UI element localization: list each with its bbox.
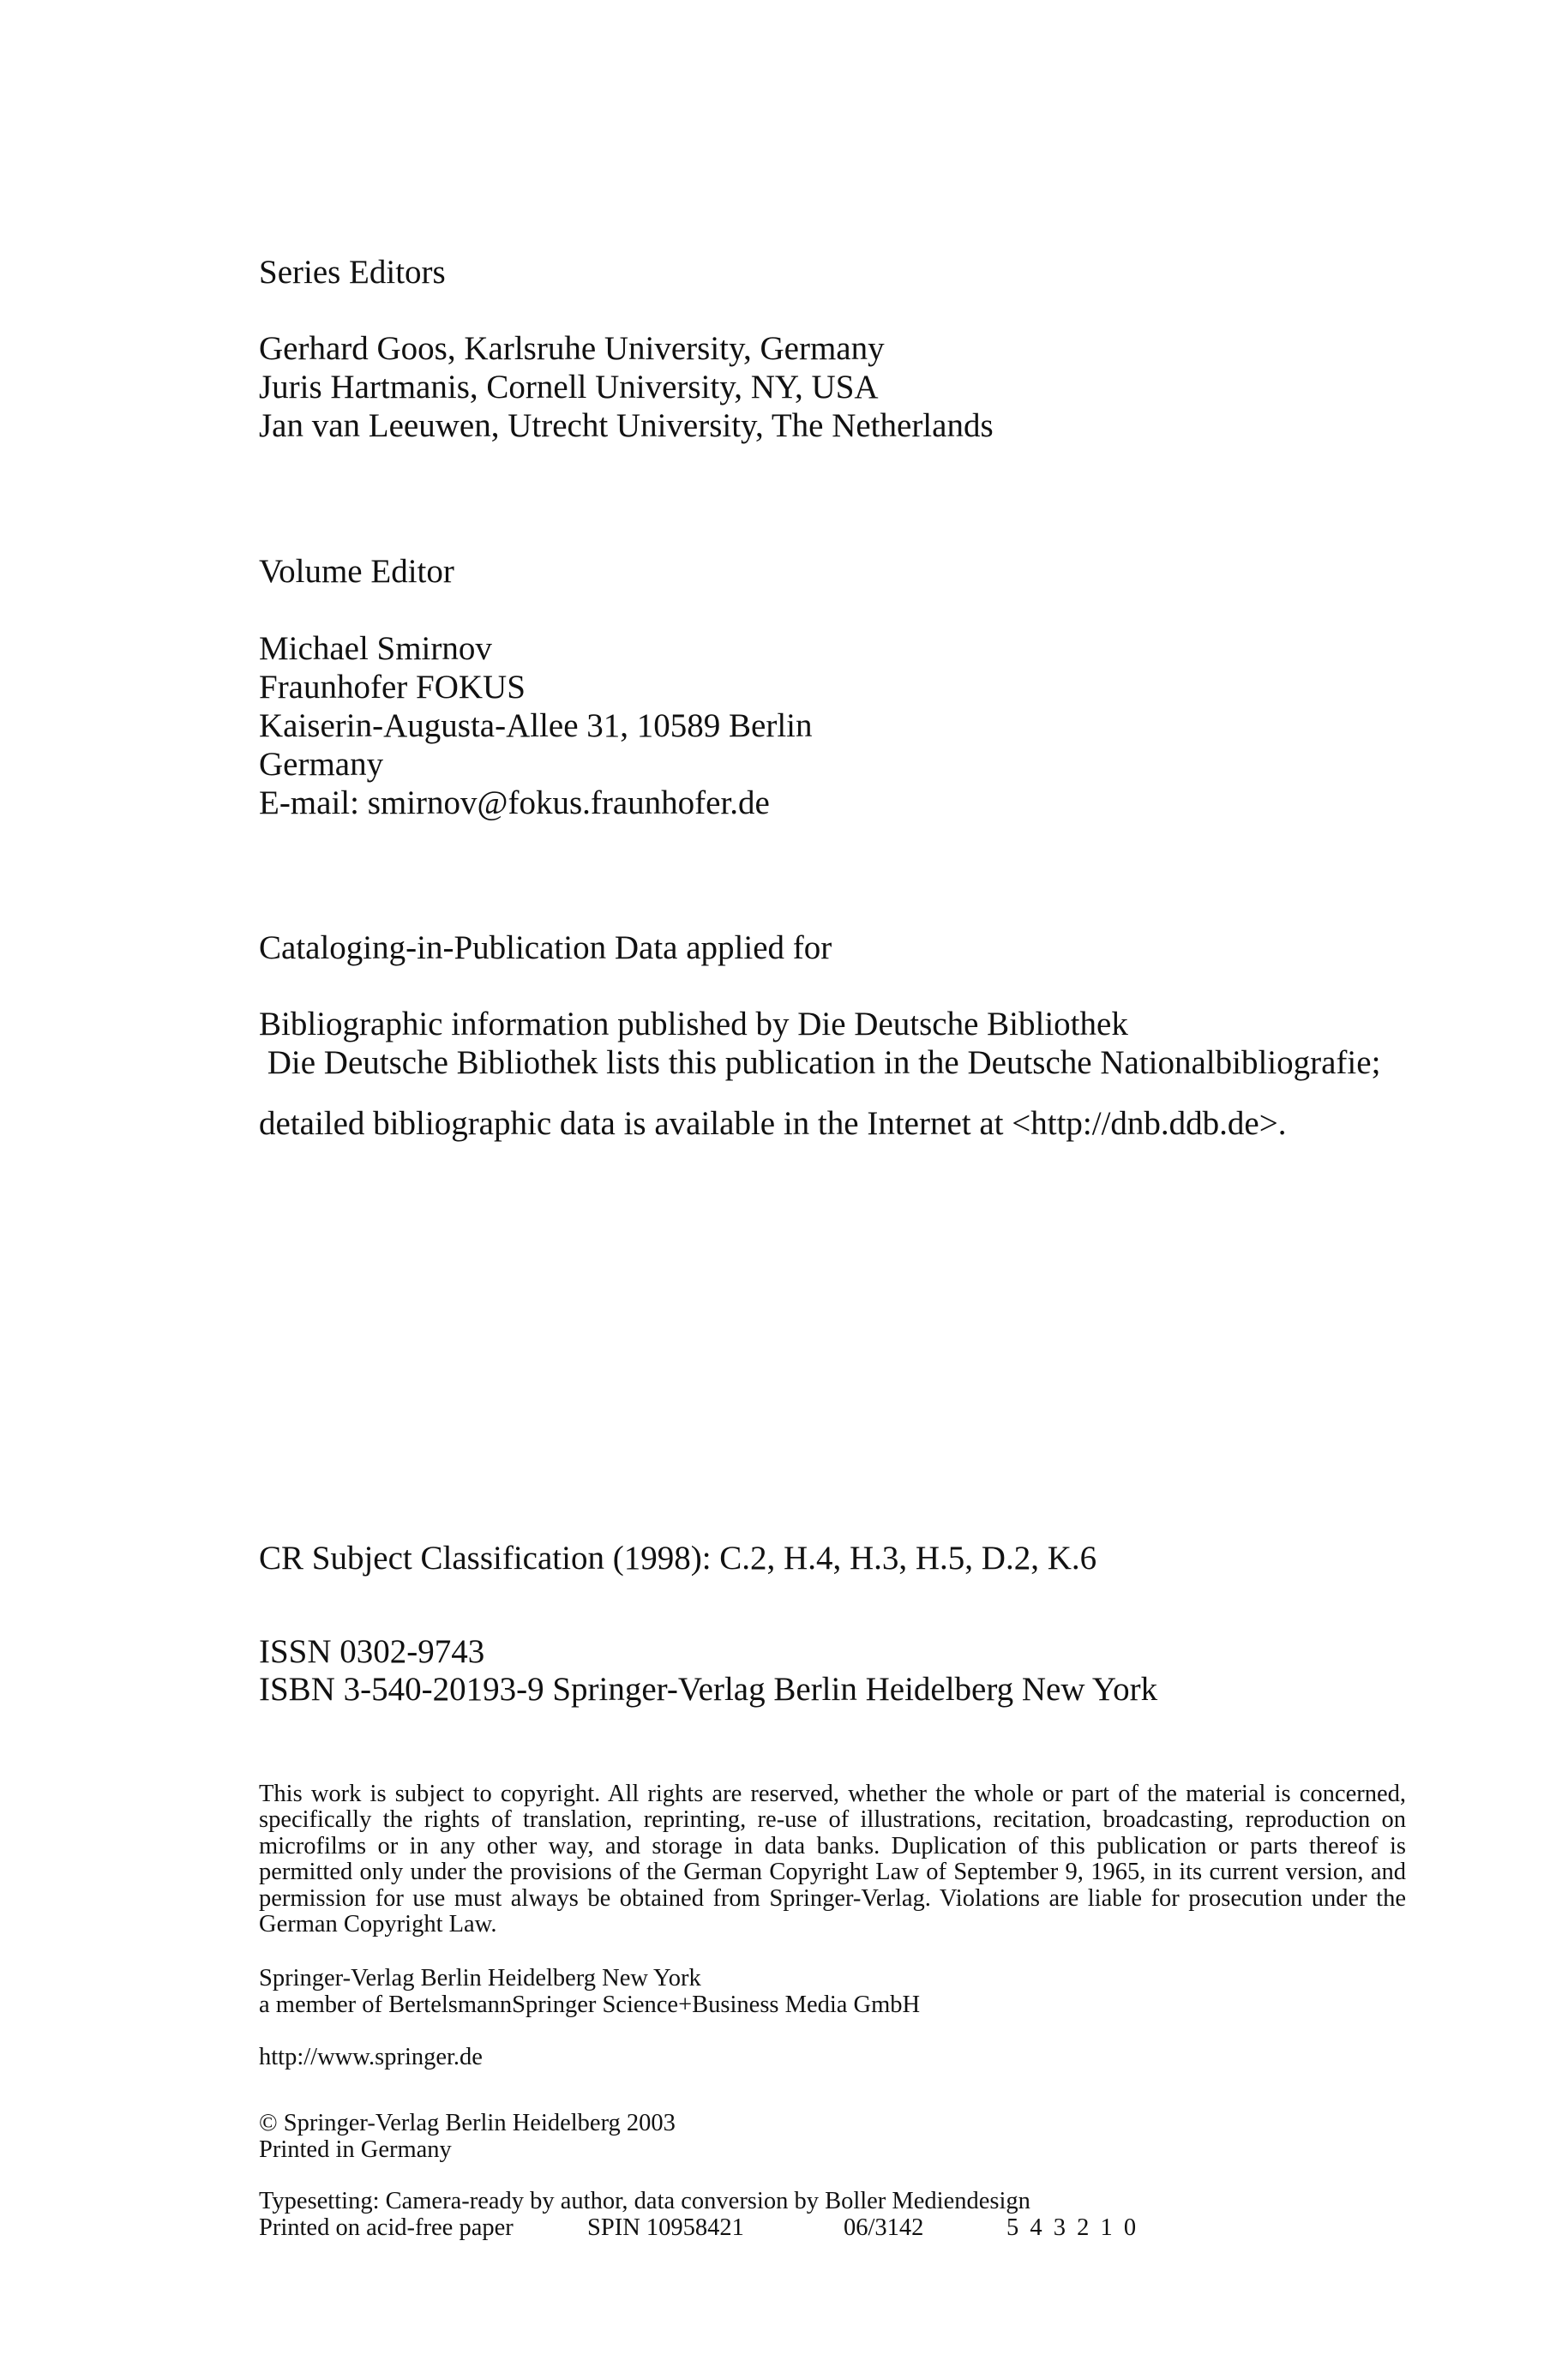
spin-number: SPIN 10958421 <box>587 2214 744 2241</box>
subject-classification: CR Subject Classification (1998): C.2, H.4, H.3, H.5, D.2, K.6 <box>259 1540 1097 1577</box>
printing-sequence: 5 4 3 2 1 0 <box>1006 2214 1139 2241</box>
print-info-line <box>259 2215 1288 2243</box>
paper-info: Printed on acid-free paper <box>259 2214 514 2241</box>
series-editors-heading: Series Editors <box>259 254 446 291</box>
publisher-url[interactable]: http://www.springer.de <box>259 2044 483 2070</box>
publisher-line: a member of BertelsmannSpringer Science+Business Media GmbH <box>259 1991 921 2018</box>
print-code: 06/3142 <box>844 2214 924 2241</box>
series-editor-line: Juris Hartmanis, Cornell University, NY, USA <box>259 369 879 406</box>
cip-line: detailed bibliographic data is available in the Internet at <http://dnb.ddb.de>. <box>259 1105 1287 1142</box>
isbn: ISBN 3-540-20193-9 Springer-Verlag Berlin Heidelberg New York <box>259 1671 1158 1708</box>
copyright-notice: This work is subject to copyright. All rights are reserved, whether the whole or part of the material is concerned, specifically the rights of translation, reprinting, re-use of illustrations, recitation, broadcasting, reproduction on microfilms or in any other way, and storage in data banks. Duplication of this publication or parts thereof is permitted only under the provisions of the German Copyright Law of September 9, 1965, in its current version, and permission for use must always be obtained from Springer-Verlag. Violations are liable for prosecution under the German Copyright Law. <box>259 1781 1406 1938</box>
cip-heading: Cataloging-in-Publication Data applied for <box>259 929 832 966</box>
series-editor-line: Jan van Leeuwen, Utrecht University, The Netherlands <box>259 407 994 444</box>
cip-line: Die Deutsche Bibliothek lists this publication in the Deutsche Nationalbibliografie; <box>259 1044 1381 1081</box>
volume-editor-email: E-mail: smirnov@fokus.fraunhofer.de <box>259 784 770 821</box>
typesetting-line: Typesetting: Camera-ready by author, data conversion by Boller Mediendesign <box>259 2188 1030 2214</box>
printed-in-line: Printed in Germany <box>259 2136 452 2163</box>
copyright-line: © Springer-Verlag Berlin Heidelberg 2003 <box>259 2110 676 2136</box>
volume-editor-address <box>259 629 813 822</box>
volume-editor-name: Michael Smirnov <box>259 630 492 667</box>
volume-editor-institute: Fraunhofer FOKUS <box>259 669 526 706</box>
volume-editor-country: Germany <box>259 746 384 783</box>
cip-line: Bibliographic information published by Die Deutsche Bibliothek <box>259 1006 1128 1042</box>
volume-editor-heading: Volume Editor <box>259 553 454 590</box>
series-editors-list <box>259 329 994 445</box>
volume-editor-street: Kaiserin-Augusta-Allee 31, 10589 Berlin <box>259 707 813 744</box>
publisher-line: Springer-Verlag Berlin Heidelberg New York <box>259 1965 701 1992</box>
series-editor-line: Gerhard Goos, Karlsruhe University, Germany <box>259 330 885 367</box>
issn: ISSN 0302-9743 <box>259 1633 485 1670</box>
cip-bibliographic-info <box>259 1005 1380 1082</box>
publisher-info <box>259 1966 920 2018</box>
copyright-line-block <box>259 2111 676 2163</box>
